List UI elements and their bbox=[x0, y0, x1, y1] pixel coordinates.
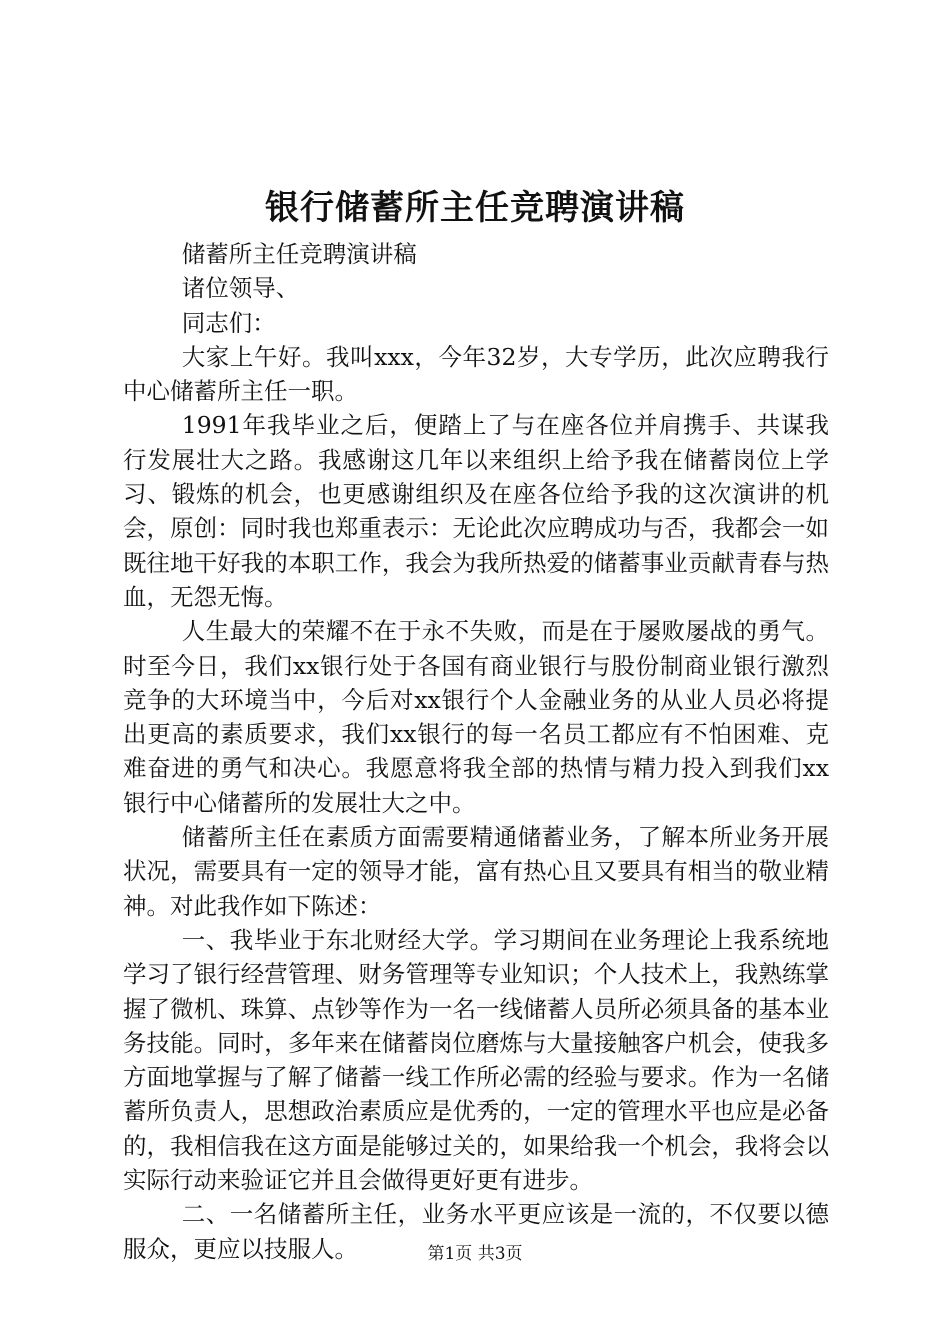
paragraph-career: 1991年我毕业之后，便踏上了与在座各位并肩携手、共谋我行发展壮大之路。我感谢这几年以来组织上给予我在储蓄岗位上学习、锻炼的机会，也更感谢组织及在座各位给予我的这次演讲的机会，原创：同时我也郑重表示：无论此次应聘成功与否，我都会一如既往地干好我的本职工作，我会为我所热爱的储蓄事业贡献青春与热血，无怨无悔。 bbox=[123, 411, 829, 611]
paragraph-point-one: 一、我毕业于东北财经大学。学习期间在业务理论上我系统地学习了银行经营管理、财务管理等专业知识；个人技术上，我熟练掌握了微机、珠算、点钞等作为一名一线储蓄人员所必须具备的基本业务技能。同时，多年来在储蓄岗位磨炼与大量接触客户机会，使我多方面地掌握与了解了储蓄一线工作所必需的经验与要求。作为一名储蓄所负责人，思想政治素质应是优秀的，一定的管理水平也应是必备的，我相信我在这方面是能够过关的，如果给我一个机会，我将会以实际行动来验证它并且会做得更好更有进步。 bbox=[123, 925, 829, 1195]
paragraph-salutation-comrades: 同志们： bbox=[181, 308, 276, 337]
paragraph-salutation-leaders: 诸位领导、 bbox=[181, 274, 300, 303]
paragraph-requirements: 储蓄所主任在素质方面需要精通储蓄业务，了解本所业务开展状况，需要具有一定的领导才能，富有热心且又要具有相当的敬业精神。对此我作如下陈述： bbox=[123, 823, 829, 920]
paragraph-point-two: 二、一名储蓄所主任，业务水平更应该是一流的，不仅要以德服众，更应以技服人。 bbox=[123, 1200, 829, 1263]
paragraph-heading: 储蓄所主任竞聘演讲稿 bbox=[181, 240, 417, 268]
paragraph-introduction: 大家上午好。我叫xxx，今年32岁，大专学历，此次应聘我行中心储蓄所主任一职。 bbox=[123, 342, 829, 406]
document-title: 银行储蓄所主任竞聘演讲稿 bbox=[265, 188, 685, 228]
document-body bbox=[123, 237, 829, 1266]
page-number-footer: 第1页 共3页 bbox=[427, 1244, 523, 1264]
paragraph-courage: 人生最大的荣耀不在于永不失败，而是在于屡败屡战的勇气。时至今日，我们xx银行处于各国有商业银行与股份制商业银行激烈竞争的大环境当中，今后对xx银行个人金融业务的从业人员必将提出更高的素质要求，我们xx银行的每一名员工都应有不怕困难、克难奋进的勇气和决心。我愿意将我全部的热情与精力投入到我们xx银行中心储蓄所的发展壮大之中。 bbox=[123, 617, 829, 817]
